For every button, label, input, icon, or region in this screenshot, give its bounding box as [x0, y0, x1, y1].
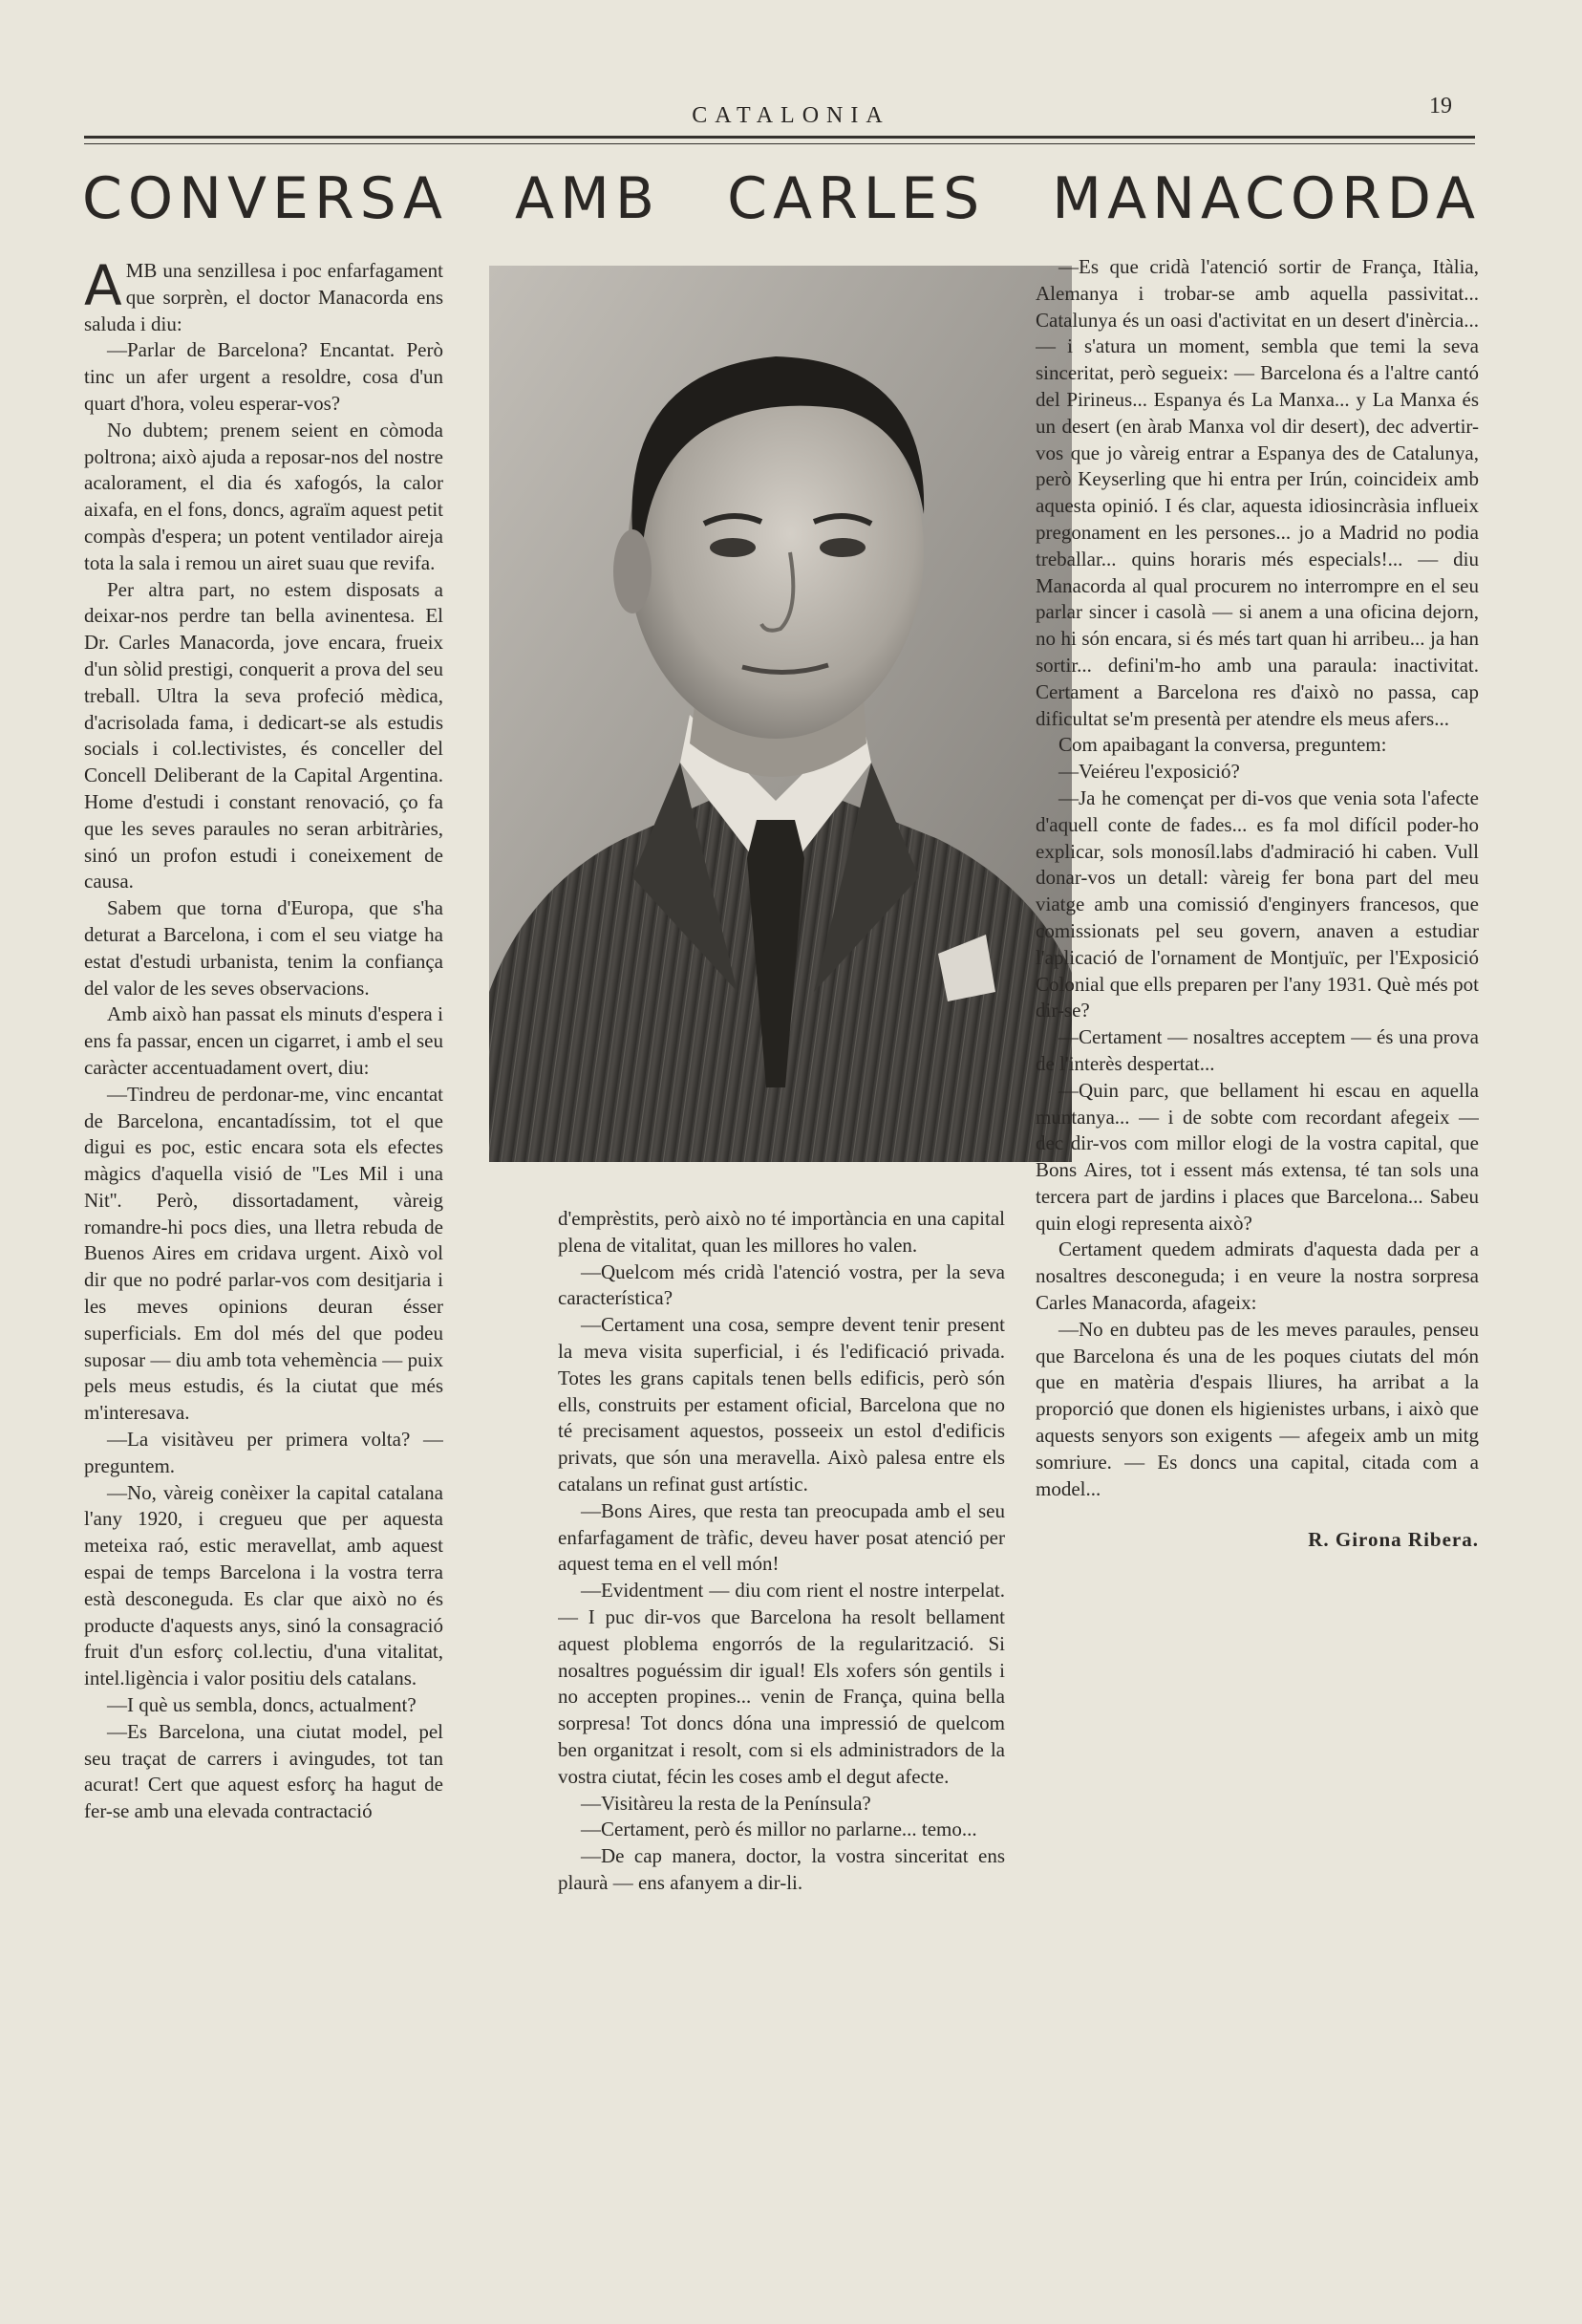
- paragraph: No dubtem; prenem seient en còmoda poltrona; això ajuda a reposar-nos del nostre acalorament, el dia és xafogós, la calor aixafa, en el fons, doncs, agraïm aquest petit compàs d'espera; un potent ventilador aireja tota la sala i remou un airet suau que revifa.: [84, 418, 443, 574]
- opening-text: MB una senzillesa i poc enfarfagament que sorprèn, el doctor Manacorda ens saluda i diu:: [84, 259, 443, 335]
- header-rule: [84, 136, 1475, 139]
- article-column-1: [84, 258, 443, 2160]
- portrait-photo-icon: [489, 266, 1072, 1162]
- paragraph: —Veiéreu l'exposició?: [1058, 760, 1240, 784]
- paragraph: —Certament, però és millor no parlarne... temo...: [581, 1818, 977, 1841]
- running-head: CATALONIA: [692, 103, 890, 128]
- paragraph: —Certament — nosaltres acceptem — és una prova de l'interès despertat...: [1036, 1025, 1479, 1075]
- page-number: 19: [1429, 94, 1452, 118]
- paragraph: —De cap manera, doctor, la vostra sinceritat ens plaurà — ens afanyem a dir-li.: [558, 1844, 1005, 1894]
- paragraph: —La visitàveu per primera volta? — preguntem.: [84, 1428, 443, 1477]
- article-column-3: [1036, 254, 1479, 2162]
- header-rule-thin: [84, 143, 1475, 144]
- paragraph: —Tindreu de perdonar-me, vinc encantat de Barcelona, encantadíssim, tot el que digui es poc, estic encara sota els efectes màgics d'aquella visió de ''Les Mil i una Nit''. Però, dissortadament, vàreig romandre-hi pocs dies, una lletra rebuda de Buenos Aires em cridava urgent. Això vol dir que no podré parlar-vos com desitjaria i les meves opinions deuran ésser superficials. Em dol més del que podeu suposar — diu amb tota vehemència — puix pels meus estudis, és la ciutat que més m'interesava.: [84, 1082, 443, 1425]
- paragraph: —Bons Aires, que resta tan preocupada amb el seu enfarfagament de tràfic, deveu haver posat atenció per aquest tema en el vell món!: [558, 1498, 1005, 1576]
- paragraph: —Visitàreu la resta de la Península?: [581, 1791, 871, 1815]
- paragraph: —No, vàreig conèixer la capital catalana l'any 1920, i cregueu que per aquesta meteixa raó, estic meravellat, amb aquest espai de temps Barcelona i la vostra terra està desconeguda. Es clar que això no és producte d'aquests anys, sinó la consagració fruit d'un esforç col.lectiu, d'una vitalitat, intel.ligència i valor positiu dels catalans.: [84, 1480, 443, 1690]
- portrait-illustration: [489, 266, 1072, 1162]
- drop-cap: A: [84, 258, 122, 318]
- paragraph: —No en dubteu pas de les meves paraules, penseu que Barcelona és una de les poques ciutats del món que en matèria d'espais lliures, ha arribat a la proporció que donen els higienistes urbans, i això que aquests senyors son exigents — afegeix amb un mitg somriure. — Es doncs una capital, citada com a model...: [1036, 1317, 1479, 1500]
- paragraph: —Certament una cosa, sempre devent tenir present la meva visita superficial, i és l'edificació privada. Totes les grans capitals tenen bells edificis, però són ells, construits per estament oficial, Barcelona que no té precisament aquestos, posseeix un estol d'edificis privats, que són una meravella. Això palesa entre els catalans un refinat gust artístic.: [558, 1313, 1005, 1496]
- paragraph: —Quin parc, que bellament hi escau en aquella muntanya... — i de sobte com recordant afegeix — dec dir-vos com millor elogi de la vostra capital, que Bons Aires, tot i essent más extensa, té tan sols una tercera part de jardins i places que Barcelona... Sabeu quin elogi representa això?: [1036, 1078, 1479, 1235]
- paragraph: Certament quedem admirats d'aquesta dada per a nosaltres desconeguda; i en veure la nostra sorpresa Carles Manacorda, afageix:: [1036, 1237, 1479, 1315]
- author-signature: R. Girona Ribera.: [1308, 1528, 1479, 1552]
- paragraph: —Parlar de Barcelona? Encantat. Però tinc un afer urgent a resoldre, cosa d'un quart d'hora, voleu esperar-vos?: [84, 338, 443, 415]
- paragraph: Per altra part, no estem disposats a deixar-nos perdre tan bella avinentesa. El Dr. Carles Manacorda, jove encara, frueix d'un sòlid prestigi, conquerit a prova del seu treball. Ultra la seva profeció mèdica, d'acrisolada fama, i dedicart-se als estudis socials i col.lectivistes, és conceller del Concell Deliberant de la Capital Argentina. Home d'estudi i constant renovació, ço fa que les seves paraules no seran arbitràries, sinó un profon estudi i coneixement de causa.: [84, 577, 443, 893]
- paragraph: d'emprèstits, però això no té importància en una capital plena de vitalitat, quan les millores ho valen.: [558, 1207, 1005, 1257]
- paragraph: Sabem que torna d'Europa, que s'ha deturat a Barcelona, i com el seu viatge ha estat d'estudi urbanista, tenim la confiança del valor de les seves observacions.: [84, 896, 443, 1000]
- paragraph: Com apaibagant la conversa, preguntem:: [1058, 733, 1387, 757]
- paragraph: —Es que cridà l'atenció sortir de França, Itàlia, Alemanya i trobar-se amb aquella passivitat... Catalunya és un oasi d'activitat en un desert d'inèrcia... — i s'atura un moment, sembla que temi la seva sinceritat, però segueix: — Barcelona és a l'altre cantó del Pirineus... Espanya és La Manxa... y La Manxa és un desert (en àrab Manxa vol dir desert), dec advertir-vos que jo vàreig entrar a Espanya des de Catalunya, però Keyserling que hi entra per Irún, coincideix amb aquesta opinió. I és clar, aquesta idiosincràsia influeix pregonament en les persones... jo a Madrid no podia treballar... quins horaris més especials!... — diu Manacorda al qual procurem no interrompre en el seu parlar sincer i casolà — si anem a una oficina dejorn, no hi són encara, si és més tart quan hi arribeu... ja han sortir... defini'm-ho amb una paraula: inactivitat. Certament a Barcelona res d'això no passa, cap dificultat se'm presentà per atendre els meus afers...: [1036, 255, 1479, 730]
- article-headline: CONVERSA AMB CARLES MANACORDA: [82, 165, 1481, 232]
- paragraph: Amb això han passat els minuts d'espera i ens fa passar, encen un cigarret, i amb el seu caràcter accentuadament overt, diu:: [84, 1002, 443, 1079]
- article-column-2: [558, 1206, 1005, 2162]
- opening-paragraph: [84, 258, 443, 337]
- paragraph: —Quelcom més cridà l'atenció vostra, per la seva característica?: [558, 1259, 1005, 1310]
- paragraph: —Evidentment — diu com rient el nostre interpelat. — I puc dir-vos que Barcelona ha resolt bellament aquest ploblema engorrós de la regularització. Si nosaltres poguéssim dir igual! Els xofers són gentils i no accepten propines... venin de França, quina bella sorpresa! Tot doncs dóna una impressió de quelcom ben organitzat i resolt, com si els administradors de la vostra ciutat, fécin les coses amb el degut afecte.: [558, 1579, 1005, 1788]
- paragraph: —I què us sembla, doncs, actualment?: [107, 1693, 417, 1717]
- paragraph: —Ja he començat per di-vos que venia sota l'afecte d'aquell conte de fades... es fa mol difícil poder-ho explicar, sols monosíl.labs d'admiració hi caben. Vull donar-vos un detall: vàreig fer bona part del meu viatge amb una comissió d'enginyers francesos, que comissionats pel seu govern, anaven a estudiar l'aplicació de l'ornament de Montjuïc, per l'Exposició Colonial que ells preparen per l'any 1931. Què més pot dir-se?: [1036, 785, 1479, 1022]
- paragraph: —Es Barcelona, una ciutat model, pel seu traçat de carrers i avingudes, tot tan acurat! Cert que aquest esforç ha hagut de fer-se amb una elevada contractació: [84, 1719, 443, 1823]
